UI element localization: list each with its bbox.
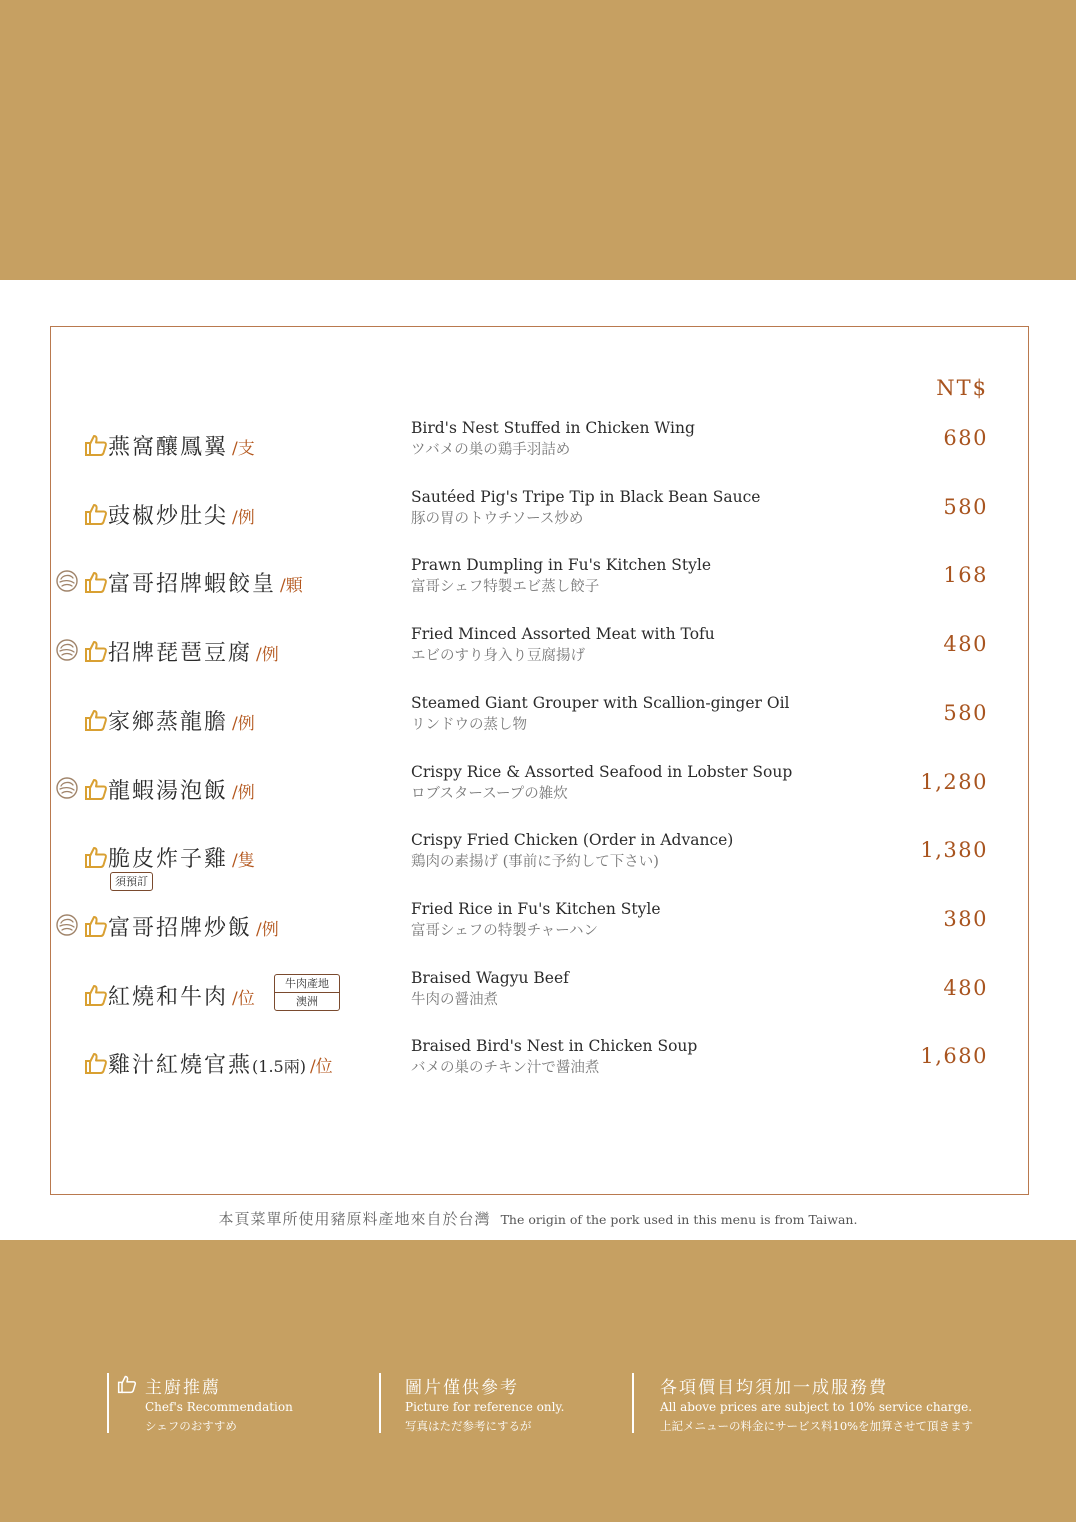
dish-price: 1,680	[920, 1044, 988, 1068]
legend-title: 主廚推薦	[145, 1378, 221, 1398]
pork-origin-en: The origin of the pork used in this menu is from Taiwan.	[500, 1212, 858, 1227]
pork-origin-note	[0, 1208, 1076, 1229]
dish-name-en: Steamed Giant Grouper with Scallion-ginger Oil	[411, 694, 790, 712]
dish-name-zh	[108, 1048, 333, 1079]
dish-name-zh	[108, 636, 279, 667]
dish-unit: /位	[309, 1057, 333, 1077]
thumbs-up-icon	[84, 502, 108, 526]
legend-divider	[107, 1373, 109, 1433]
dish-unit: /位	[232, 989, 255, 1009]
dish-name-zh	[108, 980, 255, 1011]
dish-name-en: Fried Minced Assorted Meat with Tofu	[411, 625, 715, 643]
thumbs-up-icon	[84, 845, 108, 869]
dish-price: 680	[943, 426, 988, 450]
dish-name-jp: 富哥シェフの特製チャーハン	[411, 923, 599, 939]
dish-name-jp: エビのすり身入り豆腐揚げ	[411, 648, 585, 664]
thumbs-up-icon	[84, 914, 108, 938]
thumbs-up-icon	[84, 433, 108, 457]
dish-name-jp: バメの巣のチキン汁で醤油煮	[411, 1060, 600, 1076]
beef-origin-box	[274, 974, 340, 1011]
legend-divider	[632, 1373, 634, 1433]
signature-dish-icon	[55, 776, 79, 800]
dish-name-zh-text: 富哥招牌蝦餃皇	[108, 572, 277, 597]
dish-name-jp: 鶏肉の素揚げ (事前に予約して下さい)	[411, 854, 659, 870]
menu-item	[0, 969, 1076, 1042]
legend-jp: シェフのおすすめ	[145, 1419, 237, 1433]
dish-unit: /支	[232, 439, 255, 459]
menu-item	[0, 419, 1076, 492]
dish-name-jp: リンドウの蒸し物	[411, 717, 527, 733]
legend-jp: 上記メニューの料金にサービス料10%を加算させて頂きます	[660, 1419, 974, 1433]
dish-unit: /例	[256, 645, 279, 665]
dish-name-zh-text: 燕窩釀鳳翼	[108, 435, 229, 460]
dish-name-jp: 豚の胃のトウチソース炒め	[411, 511, 584, 527]
dish-name-zh	[108, 911, 279, 942]
dish-price: 480	[943, 632, 988, 656]
menu-item	[0, 694, 1076, 767]
dish-name-jp: 富哥シェフ特製エビ蒸し餃子	[411, 579, 600, 595]
dish-name-jp: ロブスタースープの雑炊	[411, 786, 568, 802]
dish-name-zh-text: 富哥招牌炒飯	[108, 916, 253, 941]
dish-unit: /顆	[280, 576, 303, 596]
menu-item	[0, 556, 1076, 629]
dish-name-en: Prawn Dumpling in Fu's Kitchen Style	[411, 556, 712, 574]
dish-name-en: Braised Bird's Nest in Chicken Soup	[411, 1037, 698, 1055]
dish-price: 1,280	[920, 770, 988, 794]
dish-price: 168	[943, 563, 988, 587]
dish-unit: /隻	[232, 851, 255, 871]
dish-price: 1,380	[920, 838, 988, 862]
dish-name-zh-text: 脆皮炸子雞	[108, 847, 229, 872]
menu-item	[0, 1037, 1076, 1110]
dish-name-en: Crispy Fried Chicken (Order in Advance)	[411, 831, 734, 849]
header-band	[0, 0, 1076, 280]
dish-name-zh-text: 招牌琵琶豆腐	[108, 641, 253, 666]
dish-name-en: Fried Rice in Fu's Kitchen Style	[411, 900, 661, 918]
legend-en: Chef's Recommendation	[145, 1400, 293, 1414]
legend-title: 圖片僅供參考	[405, 1378, 519, 1398]
dish-name-zh	[108, 499, 255, 530]
dish-name-zh	[108, 567, 303, 598]
dish-name-zh	[108, 842, 255, 873]
signature-dish-icon	[55, 569, 79, 593]
menu-item	[0, 831, 1076, 904]
thumbs-up-icon	[84, 708, 108, 732]
menu-item	[0, 763, 1076, 836]
legend-en: All above prices are subject to 10% service charge.	[660, 1400, 973, 1414]
dish-name-zh-text: 龍蝦湯泡飯	[108, 779, 229, 804]
dish-name-jp: 牛肉の醤油煮	[411, 992, 498, 1008]
menu-item	[0, 488, 1076, 561]
dish-portion: (1.5兩)	[252, 1057, 306, 1076]
thumbs-up-icon	[84, 983, 108, 1007]
thumbs-up-icon	[84, 777, 108, 801]
dish-name-jp: ツバメの巣の鶏手羽詰め	[411, 442, 571, 458]
legend-divider	[379, 1373, 381, 1433]
dish-price: 580	[943, 701, 988, 725]
thumbs-up-icon	[84, 570, 108, 594]
dish-name-zh-text: 紅燒和牛肉	[108, 985, 229, 1010]
menu-item	[0, 625, 1076, 698]
dish-name-zh-text: 家鄉蒸龍膽	[108, 710, 229, 735]
origin-value: 澳洲	[296, 995, 318, 1008]
dish-unit: /例	[256, 920, 279, 940]
dish-name-en: Bird's Nest Stuffed in Chicken Wing	[411, 419, 695, 437]
dish-name-zh	[108, 430, 255, 461]
legend-title: 各項價目均須加一成服務費	[660, 1378, 888, 1398]
dish-name-en: Crispy Rice & Assorted Seafood in Lobster Soup	[411, 763, 793, 781]
advance-order-tag: 須預訂	[110, 872, 153, 891]
thumbs-up-icon	[84, 639, 108, 663]
dish-price: 380	[943, 907, 988, 931]
dish-name-zh-text: 雞汁紅燒官燕	[108, 1053, 253, 1078]
origin-title: 牛肉產地	[275, 975, 339, 993]
currency-label: NT$	[936, 376, 988, 400]
dish-name-zh-text: 豉椒炒肚尖	[108, 504, 229, 529]
dish-unit: /例	[232, 783, 255, 803]
legend-jp: 写真はただ参考にするが	[405, 1419, 532, 1433]
dish-price: 480	[943, 976, 988, 1000]
dish-name-zh	[108, 705, 255, 736]
dish-unit: /例	[232, 714, 255, 734]
signature-dish-icon	[55, 638, 79, 662]
menu-item	[0, 900, 1076, 973]
dish-unit: /例	[232, 508, 255, 528]
pork-origin-zh: 本頁菜單所使用豬原料產地來自於台灣	[218, 1210, 491, 1228]
dish-name-en: Braised Wagyu Beef	[411, 969, 569, 987]
dish-name-en: Sautéed Pig's Tripe Tip in Black Bean Sauce	[411, 488, 761, 506]
thumbs-up-icon	[84, 1051, 108, 1075]
dish-name-zh	[108, 774, 255, 805]
signature-dish-icon	[55, 913, 79, 937]
legend-en: Picture for reference only.	[405, 1400, 565, 1414]
thumbs-up-icon	[117, 1374, 137, 1394]
dish-price: 580	[943, 495, 988, 519]
